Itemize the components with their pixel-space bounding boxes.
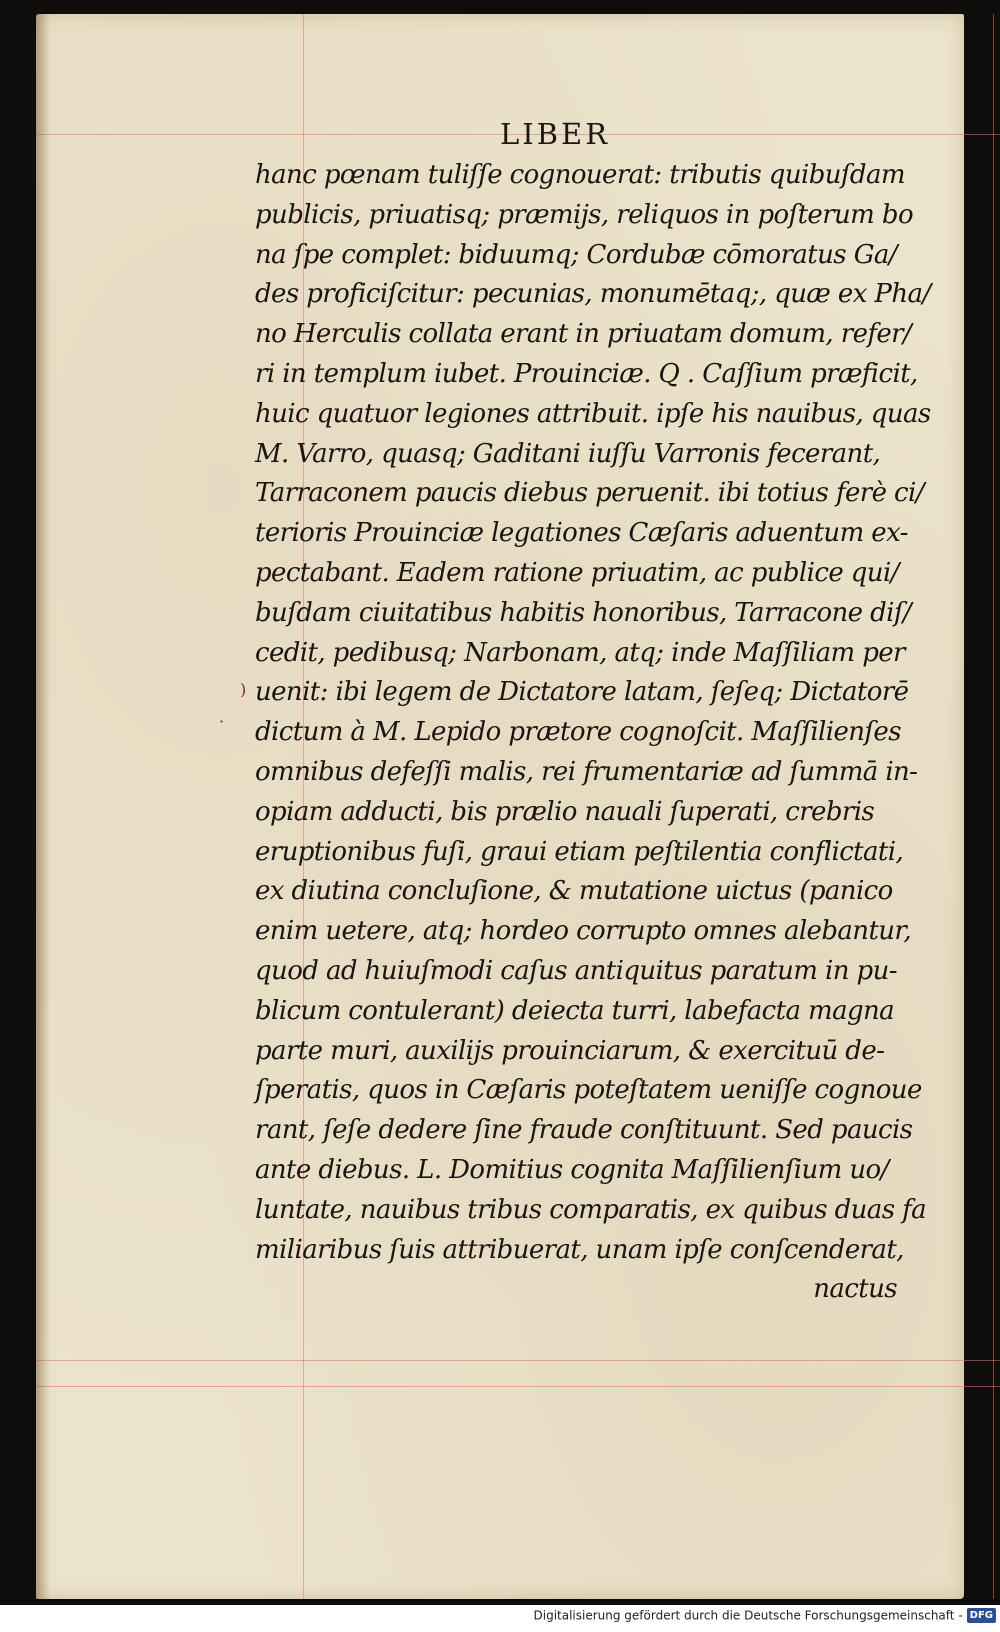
text-line: des proficiſcitur: pecunias, monumētaq;, quæ ex Pha/ (255, 279, 931, 310)
text-line: quod ad huiuſmodi caſus antiquitus paratum in pu- (255, 955, 897, 986)
text-line: publicis, priuatisq; præmijs, reliquos in poſterum bo (255, 199, 914, 230)
margin-rule-right (993, 14, 994, 1599)
text-line: cedit, pedibusq; Narbonam, atq; inde Maſſiliam per (255, 637, 905, 668)
text-line: ri in templum iubet. Prouinciæ. Q . Caſſium præficit, (255, 358, 918, 389)
margin-rule-bottom-outer (36, 1386, 1000, 1387)
digitization-credit: Digitalisierung gefördert durch die Deutsche Forschungsgemeinschaft - (533, 1608, 963, 1623)
page-body-text (255, 156, 935, 1310)
digitization-footer (0, 1608, 996, 1628)
text-line: Tarraconem paucis diebus peruenit. ibi totius ferè ci/ (255, 478, 924, 509)
text-line: huic quatuor legiones attribuit. ipſe his nauibus, quas (255, 398, 931, 429)
text-line: rant, ſeſe dedere ſine fraude conſtituunt. Sed paucis (255, 1115, 913, 1146)
text-line: parte muri, auxilijs prouinciarum, & exercituū de- (255, 1035, 885, 1066)
margin-bracket-mark: ) (240, 680, 247, 699)
text-line: ſperatis, quos in Cæſaris poteſtatem ueniſſe cognoue (255, 1075, 922, 1106)
text-line: terioris Prouinciæ legationes Cæſaris aduentum ex- (255, 518, 908, 549)
text-line: blicum contulerant) deiecta turri, labefacta magna (255, 995, 895, 1026)
text-line: buſdam ciuitatibus habitis honoribus, Tarracone diſ/ (255, 597, 912, 628)
text-line: pectabant. Eadem ratione priuatim, ac publice qui/ (255, 557, 899, 588)
text-line: hanc pœnam tuliſſe cognouerat: tributis quibuſdam (255, 160, 905, 190)
margin-dot-mark: · (219, 712, 225, 731)
text-line: enim uetere, atq; hordeo corrupto omnes alebantur, (255, 916, 912, 947)
margin-rule-bottom (36, 1360, 1000, 1361)
catchword: nactus (813, 1274, 897, 1305)
text-line: M. Varro, quasq; Gaditani iuſſu Varronis fecerant, (255, 438, 881, 469)
page-edge-shadow (36, 14, 50, 1599)
text-line: luntate, nauibus tribus comparatis, ex quibus duas fa (255, 1194, 927, 1225)
text-line: dictum à M. Lepido prætore cognoſcit. Maſſilienſes (255, 717, 901, 748)
running-title: LIBER (500, 117, 611, 151)
text-line: na ſpe complet: biduumq; Cordubæ cōmoratus Ga/ (255, 239, 897, 270)
text-line: ex diutina concluſione, & mutatione uictus (panico (255, 876, 893, 907)
text-line: ante diebus. L. Domitius cognita Maſſilienſium uo/ (255, 1154, 889, 1185)
text-line: opiam adducti, bis prælio nauali ſuperati, crebris (255, 796, 875, 827)
text-line: uenit: ibi legem de Dictatore latam, ſeſeq; Dictatorē (255, 677, 909, 708)
text-line: omnibus defeſſi malis, rei frumentariæ ad ſummā in- (255, 756, 918, 787)
text-line: miliaribus ſuis attribuerat, unam ipſe conſcenderat, (255, 1234, 904, 1265)
text-line: eruptionibus fuſi, graui etiam peſtilentia conflictati, (255, 836, 904, 867)
dfg-logo-icon: DFG (967, 1608, 996, 1623)
text-line: no Herculis collata erant in priuatam domum, refer/ (255, 319, 912, 350)
